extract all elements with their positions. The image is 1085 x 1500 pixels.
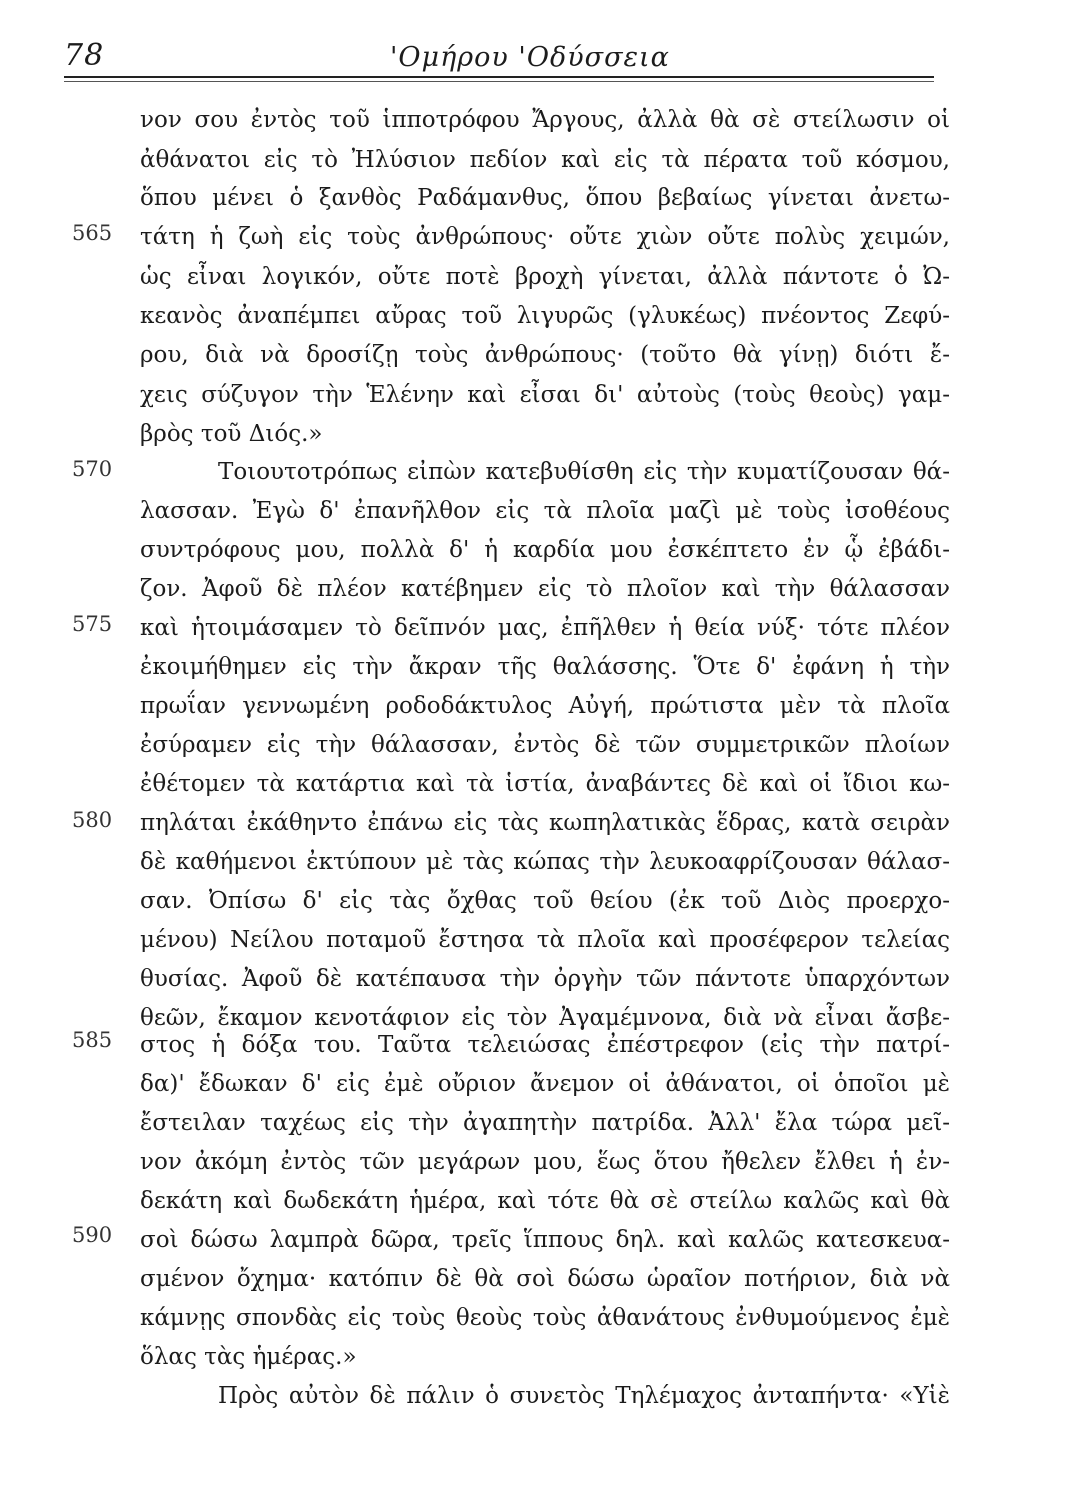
text-line: στος ἡ δόξα του. Ταῦτα τελειώσας ἐπέστρεφον (εἰς τὴν πατρί- [140, 1032, 950, 1058]
header-rule-thin [64, 81, 934, 82]
text-line: συντρόφους μου, πολλὰ δ' ἡ καρδία μου ἐσκέπτετο ἐν ᾧ ἐβάδι- [140, 537, 950, 563]
verse-number: 565 [72, 221, 113, 245]
text-line: χεις σύζυγον τὴν Ἑλένην καὶ εἶσαι δι' αὐτοὺς (τοὺς θεοὺς) γαμ- [140, 382, 950, 408]
verse-number: 590 [72, 1223, 113, 1247]
text-line: δα)' ἔδωκαν δ' εἰς ἐμὲ οὔριον ἄνεμον οἱ ἀθάνατοι, οἱ ὁποῖοι μὲ [140, 1071, 950, 1097]
text-line: σοὶ δώσω λαμπρὰ δῶρα, τρεῖς ἵππους δηλ. καὶ καλῶς κατεσκευα- [140, 1227, 950, 1253]
text-line: πρωΐαν γεννωμένη ροδοδάκτυλος Αὐγή, πρώτιστα μὲν τὰ πλοῖα [140, 693, 950, 719]
text-line: μένου) Νείλου ποταμοῦ ἔστησα τὰ πλοῖα καὶ προσέφερον τελείας [140, 927, 950, 953]
text-line: καὶ ἡτοιμάσαμεν τὸ δεῖπνόν μας, ἐπῆλθεν ἡ θεία νύξ· τότε πλέον [140, 615, 950, 641]
text-line: ἐθέτομεν τὰ κατάρτια καὶ τὰ ἱστία, ἀναβάντες δὲ καὶ οἱ ἴδιοι κω- [140, 771, 950, 797]
text-line: δὲ καθήμενοι ἐκτύπουν μὲ τὰς κώπας τὴν λευκοαφρίζουσαν θάλασ- [140, 849, 950, 875]
text-line: πηλάται ἐκάθηντο ἐπάνω εἰς τὰς κωπηλατικὰς ἕδρας, κατὰ σειρὰν [140, 810, 950, 836]
verse-number: 585 [72, 1028, 113, 1052]
text-line: βρὸς τοῦ Διός.» [140, 421, 323, 447]
verse-number: 580 [72, 808, 113, 832]
text-line: λασσαν. Ἐγὼ δ' ἐπανῆλθον εἰς τὰ πλοῖα μαζὶ μὲ τοὺς ἰσοθέους [140, 498, 950, 524]
page-number: 78 [64, 38, 105, 73]
text-line: ὅλας τὰς ἡμέρας.» [140, 1344, 357, 1370]
text-line: ἔστειλαν ταχέως εἰς τὴν ἀγαπητὴν πατρίδα. Ἀλλ' ἔλα τώρα μεῖ- [140, 1110, 950, 1136]
text-line: θυσίας. Ἀφοῦ δὲ κατέπαυσα τὴν ὀργὴν τῶν πάντοτε ὑπαρχόντων [140, 966, 950, 992]
text-line: ἐκοιμήθημεν εἰς τὴν ἄκραν τῆς θαλάσσης. Ὅτε δ' ἐφάνη ἡ τὴν [140, 654, 950, 680]
text-line: νον σου ἐντὸς τοῦ ἱπποτρόφου Ἄργους, ἀλλὰ θὰ σὲ στείλωσιν οἱ [140, 107, 950, 133]
paragraph-first-line: Τοιουτοτρόπως εἰπὼν κατεβυθίσθη εἰς τὴν κυματίζουσαν θά- [218, 459, 950, 485]
text-line: ἀθάνατοι εἰς τὸ Ἠλύσιον πεδίον καὶ εἰς τὰ πέρατα τοῦ κόσμου, [140, 147, 950, 173]
paragraph-first-line: Πρὸς αὐτὸν δὲ πάλιν ὁ συνετὸς Τηλέμαχος ἀνταπήντα· «Υἱὲ [218, 1383, 950, 1409]
text-line: σαν. Ὀπίσω δ' εἰς τὰς ὄχθας τοῦ θείου (ἐκ τοῦ Διὸς προερχο- [140, 888, 950, 914]
text-line: ἐσύραμεν εἰς τὴν θάλασσαν, ἐντὸς δὲ τῶν συμμετρικῶν πλοίων [140, 732, 950, 758]
text-line: ρου, διὰ νὰ δροσίζῃ τοὺς ἀνθρώπους· (τοῦτο θὰ γίνῃ) διότι ἔ- [140, 342, 950, 368]
text-line: θεῶν, ἔκαμον κενοτάφιον εἰς τὸν Ἀγαμέμνονα, διὰ νὰ εἶναι ἄσβε- [140, 1005, 950, 1031]
text-line: δεκάτη καὶ δωδεκάτη ἡμέρα, καὶ τότε θὰ σὲ στείλω καλῶς καὶ θὰ [140, 1188, 950, 1214]
verse-number: 575 [72, 612, 113, 636]
text-line: τάτη ἡ ζωὴ εἰς τοὺς ἀνθρώπους· οὔτε χιὼν οὔτε πολὺς χειμών, [140, 224, 950, 250]
text-line: σμένον ὄχημα· κατόπιν δὲ θὰ σοὶ δώσω ὡραῖον ποτήριον, διὰ νὰ [140, 1266, 950, 1292]
text-line: κάμνῃς σπονδὰς εἰς τοὺς θεοὺς τοὺς ἀθανάτους ἐνθυμούμενος ἐμὲ [140, 1305, 950, 1331]
running-title: 'Ομήρου 'Οδύσσεια [390, 42, 670, 73]
text-line: ὡς εἶναι λογικόν, οὔτε ποτὲ βροχὴ γίνεται, ἀλλὰ πάντοτε ὁ Ὠ- [140, 264, 950, 290]
text-line: ζον. Ἀφοῦ δὲ πλέον κατέβημεν εἰς τὸ πλοῖον καὶ τὴν θάλασσαν [140, 576, 950, 602]
text-line: ὅπου μένει ὁ ξανθὸς Ραδάμανθυς, ὅπου βεβαίως γίνεται ἀνετω- [140, 185, 950, 211]
verse-number: 570 [72, 457, 113, 481]
header-rule [64, 76, 934, 78]
text-line: νον ἀκόμη ἐντὸς τῶν μεγάρων μου, ἕως ὅτου ἤθελεν ἔλθει ἡ ἐν- [140, 1149, 950, 1175]
text-line: κεανὸς ἀναπέμπει αὔρας τοῦ λιγυρῶς (γλυκέως) πνέοντος Ζεφύ- [140, 303, 950, 329]
